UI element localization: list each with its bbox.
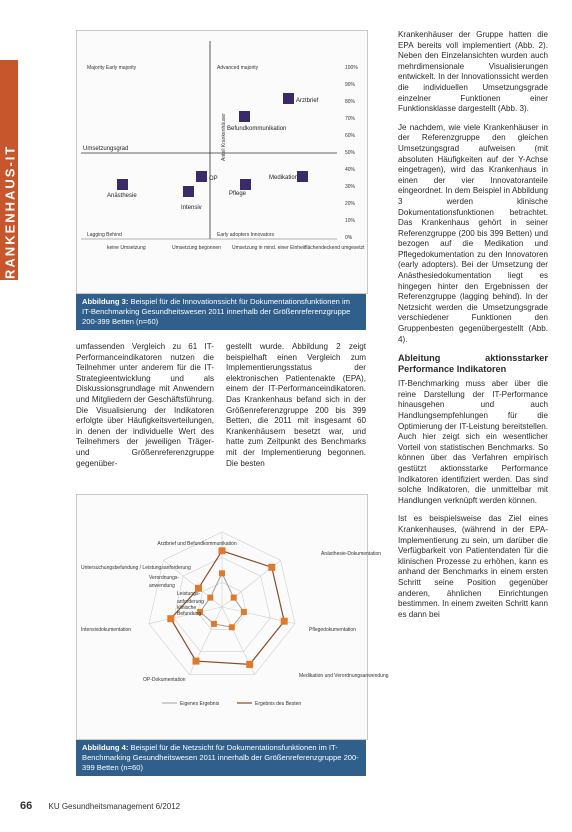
bottom-legend-item: Umsetzung begonnen <box>172 245 221 251</box>
figure-4-radar-chart <box>76 494 389 740</box>
percent-label: 0% <box>345 235 353 241</box>
best-point <box>193 658 200 665</box>
x-axis-label: Umsetzungsgrad <box>83 146 129 152</box>
best-point <box>219 547 226 554</box>
axis-label: Arztbrief und Befundkommunikation <box>157 541 237 547</box>
percent-scale <box>345 65 358 241</box>
percent-label: 10% <box>345 218 356 224</box>
caption-label: Abbildung 3: <box>82 297 129 306</box>
own-point <box>241 609 247 615</box>
body-column-1 <box>76 342 214 477</box>
paragraph: Ist es beispielsweise das Ziel eines Krankenhauses, (während in der EPA-Implementierung zu sein, um darüber die Verfügbarkeit von Patientendaten für die klinischen Prozesse zu erhöhen, kann es anhand der Benchmarks in einem ersten Schritt seine Position gegenüber anderen, ähnlichen Einrichtungen bestimmen. In einem zweiten Schritt kann es dann bei <box>398 514 548 619</box>
figure-3-caption <box>76 294 366 330</box>
percent-label: 60% <box>345 133 356 139</box>
percent-label: 90% <box>345 82 356 88</box>
percent-label: 40% <box>345 167 356 173</box>
axis-label: Intensivdokumentation <box>81 627 132 633</box>
paragraph: gestellt wurde. Abbildung 2 zeigt beispielhaft einen Vergleich zum Implementierungsstatus der elektronischen Patientenakte (EPA), einem der IT-Performanceindikatoren. Das Krankenhaus befand sich in der Größenreferenzgruppe 200 bis 399 Betten, die 2011 mit insgesamt 60 Krankenhäusern besetzt war, und hatte zum Zeitpunkt des Benchmarks mit der Implementierung begonnen. Die besten <box>226 342 366 468</box>
page-footer <box>20 800 180 812</box>
legend-own-label: Eigenes Ergebnis <box>180 701 220 707</box>
figure-4-svg <box>77 495 389 739</box>
marker-label-op: OP <box>209 176 218 182</box>
marker-anaesthesie <box>117 179 128 190</box>
own-point <box>207 595 213 601</box>
own-point <box>219 570 225 576</box>
caption-text: Beispiel für die Innovationssicht für Dokumentationsfunktionen im IT-Benchmarking Gesundheitswesen 2011 innerhalb der Größenreferenzgruppe 200-399 Betten (n=60) <box>82 297 351 326</box>
paragraph: umfassenden Vergleich zu 61 IT-Performanceindikatoren nutzen die Teilnehmer unter anderem für die IT-Strategieentwicklung und als Diskussionsgrundlage mit Anwendern und Mitgliedern der Geschäftsführung. Die Visualisierung der Indikatoren erfolgte über Häufigkeitsverteilungen, in denen der individuelle Wert des Teilnehmers der jeweiligen Träger- und Größenreferenzgruppe gegenüber- <box>76 342 214 468</box>
own-point <box>229 624 235 630</box>
bottom-legend-item: keine Umsetzung <box>107 245 146 251</box>
axis-label: Medikation und Verordnungsanwendung <box>299 673 389 679</box>
percent-label: 100% <box>345 65 358 71</box>
journal-name: KU Gesundheitsmanagement 6/2012 <box>48 802 181 811</box>
axis-label: Untersuchungsbefundung / Leistungsanforderung <box>81 565 191 571</box>
marker-label-anaesthesie: Anästhesie <box>107 193 137 199</box>
quadrant-label-top-left: Majority Early majority <box>87 65 137 71</box>
marker-label-medikation: Medikation <box>269 175 299 181</box>
marker-label-arztbrief: Arztbrief <box>296 98 319 104</box>
marker-befund <box>239 111 250 122</box>
own-point <box>231 595 237 601</box>
bottom-legend-item: Umsetzung in mind. einer Einheit <box>232 245 306 251</box>
axis-label: Pflegedokumentation <box>309 627 356 633</box>
percent-label: 20% <box>345 201 356 207</box>
best-point <box>281 618 288 625</box>
marker-label-intensiv: Intensiv <box>181 205 202 211</box>
figure-3-svg <box>77 31 367 293</box>
section-label: KRANKENHAUS-IT <box>2 144 18 291</box>
y-axis-label: Anteil Krankenhäuser <box>221 113 227 161</box>
axis-label: OP-Dokumentation <box>143 677 186 683</box>
percent-label: 30% <box>345 184 356 190</box>
own-point <box>211 621 217 627</box>
sidebar-section-tab <box>0 60 18 291</box>
marker-intensiv <box>183 186 194 197</box>
inner-label: Verordnungs- <box>149 575 180 581</box>
paragraph: IT-Benchmarking muss aber über die reine Darstellung der IT-Performance hinausgehen und auch Handlungsempfehlungen für die Optimierung der IT-Leistung bereitstellen. Auch hier zeigt sich ein wesentlicher Vorteil von statistischen Benchmarks. So können über das Verfahren empirisch gestützt aktionsstarke Performance Indikatoren identifiziert werden. Das sind solche Indikatoren, die unmittelbar mit Handlungen verknüpft werden können. <box>398 379 548 505</box>
caption-label: Abbildung 4: <box>82 743 129 752</box>
bottom-legend-item: flächendeckend umgesetzt <box>305 245 365 251</box>
inner-label: Leistungs- <box>177 591 201 597</box>
paragraph: Je nachdem, wie viele Krankenhäuser in der Referenzgruppe den gleichen Umsetzungsgrad aufweisen (mit absoluten Häufigkeiten auf der Y-Achse eingetragen), wird das Krankenhaus in einen der vier Innovatoranteile eingeordnet. In dem Beispiel in Abbildung 3 werden klinische Dokumentationsfunktionen betrachtet. Das Krankenhaus gehört in seiner Referenzgruppe (200 bis 399 Betten) und bezogen auf die Medikation und Pflegedokumentation zu den Innovatoren (early adopters). Bei der Umsetzung der Anästhesiedokumentation liegt es hingegen hinter den Ergebnissen der Referenzgruppe (lagging behind). In der Netzsicht werden die Umsetzungsgrade verschiedener Funktionen den Gruppenbesten gegenübergestellt (Abb. 4). <box>398 122 548 344</box>
page-number: 66 <box>20 800 33 812</box>
marker-pflege <box>240 179 251 190</box>
marker-label-befund: Befundkommunikation <box>227 126 287 132</box>
figure-3-innovation-chart <box>76 30 368 294</box>
marker-label-pflege: Pflege <box>229 191 247 197</box>
best-point <box>246 661 253 668</box>
best-point <box>268 564 275 571</box>
best-point <box>167 615 174 622</box>
marker-op <box>196 171 207 182</box>
inner-label: anwendung <box>149 583 175 589</box>
axis-label: Anästhesie-Dokumentation <box>321 551 382 557</box>
marker-arztbrief <box>283 93 294 104</box>
quadrant-label-bottom-left: Lagging Behind <box>87 232 122 238</box>
quadrant-label-top-right: Advanced majority <box>217 65 259 71</box>
section-heading: Ableitung aktionsstarker Performance Indikatoren <box>398 353 548 375</box>
percent-label: 70% <box>345 116 356 122</box>
body-column-3 <box>398 30 548 628</box>
percent-label: 50% <box>345 150 356 156</box>
inner-label: anforderung <box>177 599 204 605</box>
percent-label: 80% <box>345 99 356 105</box>
inner-label: Befundung <box>177 611 202 617</box>
figure-4-caption <box>76 740 366 776</box>
body-column-2 <box>226 342 366 477</box>
caption-text: Beispiel für die Netzsicht für Dokumentationsfunktionen im IT-Benchmarking Gesundheitswesen 2011 innerhalb der Größenreferenzgruppe 200-399 Betten (n=60) <box>82 743 359 772</box>
legend-best-label: Ergebnis des Besten <box>255 701 302 707</box>
quadrant-label-bottom-right: Early adopters Innovators <box>217 232 274 238</box>
marker-medikation <box>297 171 308 182</box>
inner-label: klinische <box>177 605 197 611</box>
paragraph: Krankenhäuser der Gruppe hatten die EPA bereits voll implementiert (Abb. 2). Neben den Einzelansichten wurden auch mehrdimensionale Visualisierungen entwickelt. In der Innovationssicht werden die individuellen Umsetzungsgrade einzelner Funktionen einer Funktionsklasse dargestellt (Abb. 3). <box>398 30 548 114</box>
